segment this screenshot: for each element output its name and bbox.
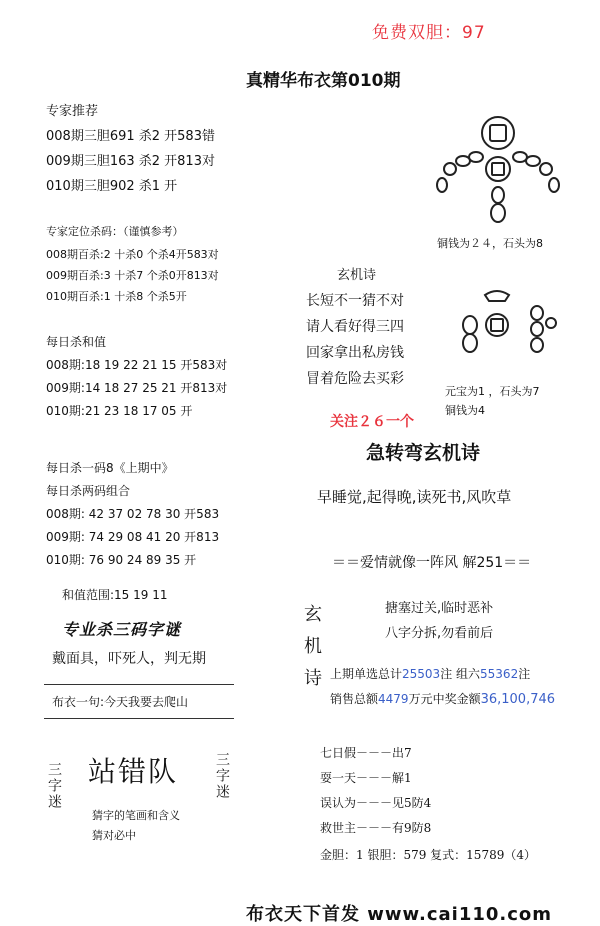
- zhuan-title: 急转弯玄机诗: [366, 442, 481, 464]
- poem2-line: 搪塞过关,临时恶补: [385, 601, 494, 616]
- expert-row: 009期三胆163 杀2 开813对: [46, 154, 215, 169]
- yuanbao-icon: [485, 291, 509, 301]
- xuanji-line: 冒着危险去买彩: [306, 371, 404, 387]
- stats-line: [330, 665, 530, 682]
- coin-icon: [486, 157, 510, 181]
- poem2-side-char: 诗: [304, 668, 322, 689]
- daily-sum-row: 008期:18 19 22 21 15 开583对: [46, 358, 228, 372]
- riddle-main: 站错队: [88, 755, 179, 788]
- clue-row: 耍一天－－－解1: [320, 771, 412, 785]
- daily-kill-row: 010期: 76 90 24 89 35 开: [46, 553, 197, 567]
- stats-label: 销售总额: [330, 692, 379, 706]
- riddle-hint: 猜字的笔画和含义: [92, 809, 180, 822]
- free-double-banner: 免费双胆：97: [372, 23, 486, 43]
- clue-row: 七日假－－－出7: [320, 746, 412, 760]
- yuanbao-caption: 元宝为1 ，石头为7: [445, 385, 540, 398]
- xuanji-line: 回家拿出私房钱: [306, 345, 404, 361]
- poem2-line: 八字分拆,勿看前后: [385, 626, 494, 641]
- coins-illustration: [430, 95, 570, 235]
- position-kill-row: 009期百杀:3 十杀7 个杀0开813对: [46, 269, 219, 282]
- poem2-side-char: 机: [304, 636, 322, 657]
- love-line: ＝＝爱情就像一阵风 解251＝＝: [332, 555, 532, 571]
- footer: 布衣天下首发 www.cai110.com: [246, 904, 553, 925]
- position-kill-row: 008期百杀:2 十杀0 个杀4开583对: [46, 248, 219, 261]
- stats-label: 注 组六: [440, 667, 481, 681]
- stats-value: 55362: [480, 667, 519, 681]
- position-kill-row: 010期百杀:1 十杀8 个杀5开: [46, 290, 187, 303]
- riddle-right-label: 三字迷: [214, 752, 230, 800]
- position-kill-heading: 专家定位杀码：（谨慎参考）: [46, 225, 184, 238]
- zhuan-line: 早睡觉,起得晚,读死书,风吹草: [317, 488, 512, 506]
- stats-label: 万元中奖金额: [408, 692, 481, 706]
- expert-row: 010期三胆902 杀1 开: [46, 179, 178, 194]
- pro-kill-text: 戴面具，吓死人，判无期: [52, 651, 206, 667]
- final-line: 金胆：1 银胆：579 复式：15789（4）: [320, 848, 536, 862]
- pro-kill-title: 专业杀三码字谜: [62, 620, 182, 639]
- stats-value: 36,100,746: [480, 692, 556, 707]
- daily-kill-subheading: 每日杀两码组合: [46, 484, 131, 498]
- stats-value: 4479: [378, 692, 409, 706]
- sum-range: 和值范围:15 19 11: [62, 588, 168, 602]
- coins-caption: 铜钱为２４，石头为8: [437, 237, 543, 250]
- daily-sum-heading: 每日杀和值: [46, 335, 107, 349]
- divider: [44, 718, 234, 719]
- daily-sum-row: 010期:21 23 18 17 05 开: [46, 404, 193, 418]
- stats-line: [330, 690, 555, 707]
- daily-sum-row: 009期:14 18 27 25 21 开813对: [46, 381, 228, 395]
- divider: [44, 684, 234, 685]
- daily-kill-row: 008期: 42 37 02 78 30 开583: [46, 507, 220, 521]
- coin-icon: [486, 314, 508, 336]
- buyi-line: 布衣一句:今天我要去爬山: [52, 695, 189, 709]
- clue-row: 救世主－－－有9防8: [320, 821, 432, 835]
- expert-heading: 专家推荐: [46, 104, 99, 119]
- stats-value: 25503: [402, 667, 441, 681]
- daily-kill-heading: 每日杀一码8《上期中》: [46, 461, 174, 475]
- xuanji-line: 请人看好得三四: [306, 319, 404, 335]
- follow-text: 关注２６一个: [330, 414, 414, 430]
- coin-icon: [482, 117, 514, 149]
- stats-label: 注: [518, 667, 531, 681]
- yuanbao-caption: 铜钱为4: [445, 404, 485, 417]
- daily-kill-row: 009期: 74 29 08 41 20 开813: [46, 530, 220, 544]
- riddle-left-label: 三字迷: [46, 762, 62, 810]
- clue-row: 误认为－－－见5防4: [320, 796, 432, 810]
- riddle-hint: 猜对必中: [92, 829, 136, 842]
- page-title: 真精华布衣第010期: [246, 71, 401, 91]
- poem2-side-char: 玄: [304, 604, 322, 625]
- xuanji-heading: 玄机诗: [337, 268, 377, 283]
- stats-label: 上期单选总计: [330, 667, 403, 681]
- xuanji-line: 长短不一猜不对: [306, 293, 404, 309]
- expert-row: 008期三胆691 杀2 开583错: [46, 129, 215, 144]
- yuanbao-illustration: [455, 285, 565, 365]
